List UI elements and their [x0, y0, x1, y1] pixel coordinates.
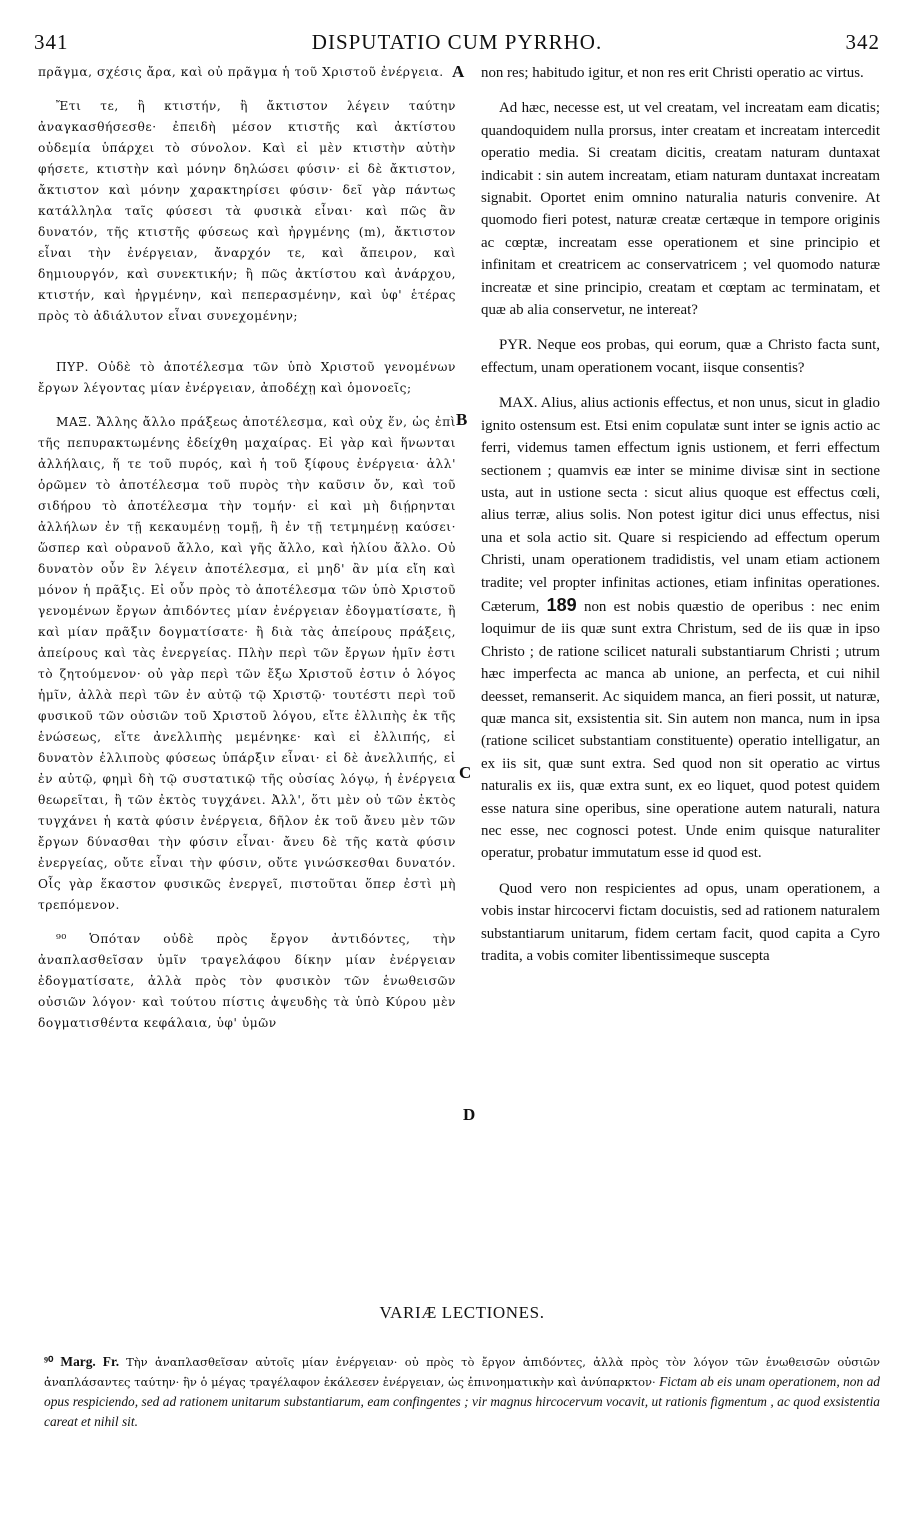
page-header	[34, 30, 880, 58]
greek-paragraph-0: πρᾶγμα, σχέσις ἄρα, καὶ οὐ πρᾶγμα ἡ τοῦ Χριστοῦ ἐνέργεια.	[38, 65, 444, 79]
page-number-right: 342	[845, 30, 880, 54]
latin-paragraph-1: Ad hæc, necesse est, ut vel creatam, vel increatam eam dicatis; quandoquidem nulla prorsus, inter creatam et increatam intercedit operatio media. Si creatam dicitis, creatam naturam duntaxat indicabit : sin autem increatam, etiam naturam duntaxat increatam signabit. Oportet enim omnino naturalia naturis convenire. At quomodo fieri potest, naturæ creatæ certæque in tempore originis ac cœptæ, increatam esse operationem et sine principio et infinitam et creatricem ac conservatricem ; vel quomodo naturæ increatæ et sine principio, creatam et cœptam ac terminatam, et quæ ab alia conservetur, ne intereat?	[481, 100, 880, 319]
marker-b: B	[456, 410, 468, 429]
marker-c: C	[459, 763, 472, 782]
column-number: 189	[546, 594, 577, 615]
footnote-mark: ⁹⁰	[56, 932, 67, 946]
variae-latin: Fictam ab eis unam operationem, non ad opus respiciendo, sed ad rationem unitarum substantiarum, eam confingentes ; vir magnus hircocervum vocavit, ut rationis figmentum , ac quod exsistentia careat et nihil sit.	[44, 1374, 880, 1429]
latin-column	[481, 62, 880, 980]
latin-paragraph-3	[481, 392, 880, 865]
running-title: DISPUTATIO CUM PYRRHO.	[311, 30, 603, 54]
greek-paragraph-1: Ἔτι τε, ἢ κτιστήν, ἢ ἄκτιστον λέγειν ταύτην ἀναγκασθήσεσθε· ἐπειδὴ μέσον κτιστῆς καὶ ἀκτίστου οὐδεμία ὑπάρχει τὸ σύνολον. Καὶ εἰ μὲν κτιστὴν αὐτὴν φήσετε, κτιστὴν καὶ μόνην δηλώσει φύσιν· εἰ δὲ ἄκτιστον, ἄκτιστον καὶ μόνην χαρακτηρίσει φύσιν· δεῖ γὰρ πάντως κατάλληλα ταῖς φύσεσι τὰ φυσικὰ εἶναι· καὶ πῶς ἂν δυνατόν, τῆς κτιστῆς φύσεως καὶ ἠργμένης (m), ἄκτιστον εἶναι τὴν ἐνέργειαν, ἄναρχόν τε, καὶ ἄπειρον, καὶ δημιουργόν, καὶ συνεκτικήν; ἢ πῶς ἀκτίστου καὶ ἀνάρχου, κτιστήν, καὶ ἠργμένην, καὶ πεπερασμένην, καὶ ὑφ' ἑτέρας πρὸς τὸ ἀδιάλυτον εἶναι συνεχομένην;	[38, 99, 456, 323]
latin-paragraph-2: PYR. Neque eos probas, qui eorum, quæ a Christo facta sunt, effectum, unam operationem vocant, iisque consentis?	[481, 337, 880, 376]
variae-greek: Τὴν ἀναπλασθεῖσαν αὐτοῖς μίαν ἐνέργειαν· οὐ πρὸς τὸ ἔργον ἀπιδόντες, ἀλλὰ πρὸς τὸν λόγον τῶν ἑνωθεισῶν οὐσιῶν ἀναπλάσαντες ταύτην· ἣν ὁ μέγας τραγέλαφον ἐκάλεσεν ἐνέργειαν, ὡς ἐπινοηματικὴν καὶ ἀνύπαρκτον·	[44, 1355, 880, 1389]
greek-paragraph-4	[38, 929, 456, 1034]
marker-d: D	[463, 1105, 476, 1124]
latin-paragraph-3b: non est nobis quæstio de operibus : nec enim loquimur de iis quæ sunt extra Christum, sed de iis quæ in ipso Christo ; de ratione scilicet naturali substantiarum Christi ; utrum hæc imperfecta ac manca ab unione, an perfecta, et cui nihil deesset, remanserit. Ac siquidem manca, an fieri possit, ut naturæ, quæ manca sit, exsistentia sit. Sin autem non manca, num in ipsa (ratione scilicet substantiam constituente) operatio intelligatur, an ex iis sit, quæ sunt extra. Sed quod non sit operatio ac virtus naturalis ex iis, quæ extra sunt, ex eo liquet, quod potest quidem esse natura sine operibus, sine operatione autem naturali, natura nec esse, nec cognosci potest. Unde enim quisque naturaliter operatur, probatur immutatum esse id quod est.	[481, 598, 880, 862]
greek-paragraph-2: ΠΥΡ. Οὐδὲ τὸ ἀποτέλεσμα τῶν ὑπὸ Χριστοῦ γενομένων ἔργων λέγοντας μίαν ἐνέργειαν, ἀποδέχῃ καὶ ὁμονοεῖς;	[38, 360, 456, 395]
latin-paragraph-4: Quod vero non respicientes ad opus, unam operationem, a vobis instar hircocervi fictam docuistis, sed ad rationem naturalem substantiarum unitarum, fidem certam facit, quod capita a Cyro tradita, a vobis comiter libentissimeque suscepta	[481, 880, 880, 965]
latin-paragraph-3a: MAX. Alius, alius actionis effectus, et non unus, sicut in gladio ignito ostensum est. Etsi enim copulatæ sunt inter se ignis actio ac ferri, videmus tamen effectum ignis ustionem, et ferri effectum sectionem ; quamvis eæ inter se minime divisæ sint in sectione usta, aut in ustione secta : sicut alius quoque est effectus cœli, alius terræ, alius solis. Non potest igitur dici unus effectus, nisi una et sola actio sit. Quare si respiciendo ad effectum operum Christi, unam operationem tradidistis, vel unam etiam actionem tradite; vel propter infinitas actiones, etiam infinitas operationes. Cæterum,	[481, 395, 880, 615]
greek-column	[38, 62, 456, 1047]
greek-paragraph-3: ΜΑΞ. Ἄλλης ἄλλο πράξεως ἀποτέλεσμα, καὶ οὐχ ἕν, ὡς ἐπὶ τῆς πεπυρακτωμένης ἐδείχθη μαχαίρας. Εἰ γὰρ καὶ ἥνωνται ἀλλήλαις, ἥ τε τοῦ πυρός, καὶ ἡ τοῦ ξίφους ἐνέργεια· ἀλλ' ὁρῶμεν τὸ ἀποτέλεσμα τοῦ πυρὸς τὴν καῦσιν ὄν, καὶ τοῦ σιδήρου τὸ ἀποτέλεσμα τὴν τομήν· εἰ καὶ μὴ διῄρηνται ἀλλήλων ἐν τῇ κεκαυμένῃ τομῇ, ἢ ἐν τῇ τετμημένῃ καύσει· ὥσπερ καὶ οὐρανοῦ ἄλλο, καὶ γῆς ἄλλο, καὶ ἡλίου ἄλλο. Οὐ δυνατὸν οὖν ἓν λέγειν ἀποτέλεσμα, εἰ μηδ' ἂν μία εἴη καὶ μόνον ἡ πρᾶξις. Εἰ οὖν πρὸς τὸ ἀποτέλεσμα τῶν ὑπὸ Χριστοῦ γενομένων ἔργων ἀπιδόντες μίαν ἐνέργειαν ἐδογματίσατε, ἢ καὶ μίαν πρᾶξιν δογματίσατε· ἢ διὰ τὰς ἀπείρους πράξεις, ἀπείρους καὶ τὰς ἐνεργείας. Πλὴν περὶ τῶν ἔργων ἡμῖν ἐστι τὸ ζητούμενον· οὐ γὰρ περὶ τῶν ἔξω Χριστοῦ ἐστιν ὁ λόγος ἡμῖν, ἀλλὰ περὶ τῶν ἐν αὐτῷ τῷ Χριστῷ· τουτέστι περὶ τοῦ φυσικοῦ τῶν οὐσιῶν τοῦ Χριστοῦ λόγου, εἴτε ἐλλιπὴς ἐκ τῆς ἑνώσεως, εἴτε ἀνελλιπὴς μεμένηκε· καὶ εἰ ἐλλιπής, εἰ δυνατὸν ἐλλιποὺς φύσεως ὑπάρξιν εἶναι· εἰ δὲ ἀνελλιπής, εἰ ἐν αὐτῷ, φημὶ δὴ τῷ συστατικῷ τῆς οὐσίας λόγῳ, ἡ ἐνέργεια θεωρεῖται, ἢ τῶν ἐκτὸς τυγχάνει. Ἀλλ', ὅτι μὲν οὐ τῶν ἐκτὸς τυγχάνει ἡ κατὰ φύσιν ἐνέργεια, δῆλον ἐκ τοῦ ἄνευ μὲν τῶν ἔργων δύνασθαι τὴν φύσιν εἶναι· ἄνευ δὲ τῆς κατὰ φύσιν ἐνεργείας, οὔτε εἶναι τὴν φύσιν, οὔτε γινώσκεσθαι δυνατόν. Οἷς γὰρ ἕκαστον φυσικῶς ἐνεργεῖ, πιστοῦται ὅπερ ἐστὶ μὴ τρεπόμενον.	[38, 415, 456, 912]
greek-paragraph-4-text: Ὁπόταν οὐδὲ πρὸς ἔργον ἀντιδόντες, τὴν ἀναπλασθεῖσαν ὑμῖν τραγελάφου δίκην μίαν ἐνέργειαν ἐδογματίσατε, ἀλλὰ πρὸς τὸν φυσικὸν τῶν ἑνωθεισῶν οὐσιῶν λόγον· καὶ τούτου πίστις ἀψευδὴς τὰ ὑπὸ Κύρου μὲν δογματισθέντα κεφάλαια, ὑφ' ὑμῶν	[38, 932, 456, 1030]
page-number-left: 341	[34, 30, 69, 54]
variae-mark: ⁹⁰ Marg. Fr.	[44, 1354, 120, 1369]
variae-lectiones-title: VARIÆ LECTIONES.	[379, 1303, 545, 1322]
marker-a: A	[452, 62, 465, 81]
latin-paragraph-0: non res; habitudo igitur, et non res erit Christi operatio ac virtus.	[481, 65, 864, 81]
variae-lectiones-note	[44, 1352, 880, 1432]
